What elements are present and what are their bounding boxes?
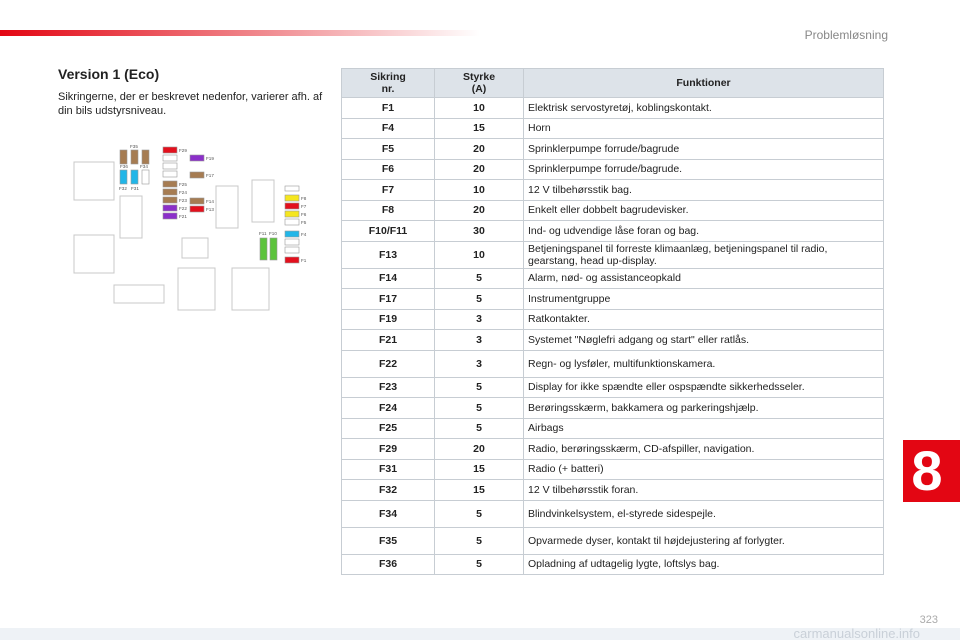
label-f36: F36: [120, 164, 128, 169]
table-row: [342, 268, 884, 289]
table-row: [342, 221, 884, 242]
fuse-f29: [163, 147, 177, 153]
cell-fuse-number: F29: [342, 439, 435, 460]
cell-rating: 15: [435, 118, 524, 139]
fuse-slot: [163, 171, 177, 177]
fuse-f7: [285, 203, 299, 209]
cell-fuse-number: F24: [342, 398, 435, 419]
cell-fuse-number: F34: [342, 500, 435, 527]
cell-function: Ind- og udvendige låse foran og bag.: [524, 221, 884, 242]
fuse-slot: [285, 219, 299, 225]
col-functions: Funktioner: [524, 69, 884, 98]
label-f22: F22: [179, 206, 187, 211]
cell-rating: 5: [435, 418, 524, 439]
fuse-box-diagram: [70, 140, 315, 320]
cell-function: Radio, berøringsskærm, CD-afspiller, navigation.: [524, 439, 884, 460]
label-f7: F7: [301, 204, 307, 209]
table-row: [342, 139, 884, 160]
cell-rating: 3: [435, 350, 524, 377]
chapter-tab: [903, 440, 960, 502]
cell-rating: 20: [435, 439, 524, 460]
table-row: [342, 289, 884, 310]
fuse-f14: [190, 198, 204, 204]
fuse-f34: [142, 150, 149, 164]
cell-fuse-number: F31: [342, 459, 435, 480]
label-f34: F34: [140, 164, 148, 169]
fuse-f32: [120, 170, 127, 184]
cell-rating: 5: [435, 289, 524, 310]
cell-function: 12 V tilbehørsstik bag.: [524, 180, 884, 201]
label-f29: F29: [179, 148, 187, 153]
table-row: [342, 309, 884, 330]
cell-fuse-number: F36: [342, 554, 435, 575]
relay-block: [178, 268, 215, 310]
label-f35: F35: [130, 144, 138, 149]
table-row: [342, 159, 884, 180]
table-row: [342, 200, 884, 221]
label-f4: F4: [301, 232, 307, 237]
label-f5: F5: [301, 220, 307, 225]
cell-rating: 10: [435, 241, 524, 268]
cell-rating: 30: [435, 221, 524, 242]
cell-fuse-number: F32: [342, 480, 435, 501]
cell-function: Horn: [524, 118, 884, 139]
table-row: [342, 459, 884, 480]
cell-function: Blindvinkelsystem, el-styrede sidespejle.: [524, 500, 884, 527]
relay-block: [232, 268, 269, 310]
cell-function: Opladning af udtagelig lygte, loftslys bag.: [524, 554, 884, 575]
cell-function: Radio (+ batteri): [524, 459, 884, 480]
label-f25: F25: [179, 182, 187, 187]
cell-function: Sprinklerpumpe forrude/bagrude.: [524, 159, 884, 180]
fuse-slot: [163, 155, 177, 161]
relay-block: [252, 180, 274, 222]
cell-fuse-number: F5: [342, 139, 435, 160]
table-row: [342, 418, 884, 439]
cell-fuse-number: F6: [342, 159, 435, 180]
cell-rating: 5: [435, 268, 524, 289]
label-f13: F13: [206, 207, 214, 212]
cell-rating: 10: [435, 98, 524, 119]
fuse-table-body: [342, 98, 884, 575]
cell-function: Systemet "Nøglefri adgang og start" eller ratlås.: [524, 330, 884, 351]
col-fuse-number: Sikring nr.: [342, 69, 435, 98]
cell-function: Opvarmede dyser, kontakt til højdejustering af forlygter.: [524, 527, 884, 554]
table-row: [342, 330, 884, 351]
label-f1: F1: [301, 258, 307, 263]
cell-rating: 3: [435, 330, 524, 351]
fuse-f6: [285, 211, 299, 217]
fuse-slot: [142, 170, 149, 184]
cell-rating: 20: [435, 139, 524, 160]
label-f21: F21: [179, 214, 187, 219]
table-row: [342, 98, 884, 119]
cell-function: Sprinklerpumpe forrude/bagrude: [524, 139, 884, 160]
relay-block: [74, 162, 114, 200]
table-row: [342, 398, 884, 419]
cell-function: Instrumentgruppe: [524, 289, 884, 310]
fuse-slot: [285, 186, 299, 191]
cell-function: Airbags: [524, 418, 884, 439]
page-number: 323: [919, 614, 938, 626]
chapter-number: 8: [911, 439, 943, 502]
cell-rating: 20: [435, 159, 524, 180]
label-f10: F10: [269, 231, 277, 236]
label-f24: F24: [179, 190, 187, 195]
cell-rating: 5: [435, 377, 524, 398]
fuse-f19: [190, 155, 204, 161]
fuse-f1: [285, 257, 299, 263]
relay-block: [216, 186, 238, 228]
cell-fuse-number: F13: [342, 241, 435, 268]
cell-fuse-number: F7: [342, 180, 435, 201]
fuse-f13: [190, 206, 204, 212]
label-f19: F19: [206, 156, 214, 161]
fuse-f24: [163, 189, 177, 195]
fuse-table: [341, 68, 884, 575]
fuse-f4: [285, 231, 299, 237]
cell-fuse-number: F21: [342, 330, 435, 351]
cell-rating: 10: [435, 180, 524, 201]
cell-fuse-number: F17: [342, 289, 435, 310]
cell-rating: 5: [435, 398, 524, 419]
cell-function: Elektrisk servostyretøj, koblingskontakt.: [524, 98, 884, 119]
label-f11: F11: [259, 231, 267, 236]
label-f17: F17: [206, 173, 214, 178]
chapter-color-bar: [0, 30, 480, 36]
fuse-f31: [131, 170, 138, 184]
cell-function: Display for ikke spændte eller ospspændte sikkerhedsseler.: [524, 377, 884, 398]
section-title: Problemløsning: [804, 28, 888, 42]
cell-rating: 3: [435, 309, 524, 330]
cell-rating: 5: [435, 554, 524, 575]
relay-block: [74, 235, 114, 273]
cell-fuse-number: F4: [342, 118, 435, 139]
cell-rating: 15: [435, 480, 524, 501]
label-f31: F31: [131, 186, 139, 191]
cell-fuse-number: F22: [342, 350, 435, 377]
cell-fuse-number: F35: [342, 527, 435, 554]
fuse-f36: [131, 150, 138, 164]
label-f23: F23: [179, 198, 187, 203]
table-row: [342, 439, 884, 460]
page-title: Version 1 (Eco): [58, 66, 160, 82]
cell-fuse-number: F23: [342, 377, 435, 398]
table-row: [342, 527, 884, 554]
cell-rating: 5: [435, 527, 524, 554]
cell-function: Alarm, nød- og assistanceopkald: [524, 268, 884, 289]
fuse-f23: [163, 197, 177, 203]
table-row: [342, 500, 884, 527]
label-f32: F32: [119, 186, 127, 191]
table-row: [342, 241, 884, 268]
label-f14: F14: [206, 199, 214, 204]
cell-function: Regn- og lysføler, multifunktionskamera.: [524, 350, 884, 377]
cell-fuse-number: F1: [342, 98, 435, 119]
col-rating: Styrke (A): [435, 69, 524, 98]
relay-block: [120, 196, 142, 238]
fuse-slot: [285, 247, 299, 253]
intro-text: Sikringerne, der er beskrevet nedenfor, varierer afh. af din bils udstyrsniveau.: [58, 91, 323, 117]
cell-function: Betjeningspanel til forreste klimaanlæg, betjeningspanel til radio, gearstang, head up-display.: [524, 241, 884, 268]
fuse-f10: [270, 238, 277, 260]
table-row: [342, 554, 884, 575]
cell-rating: 5: [435, 500, 524, 527]
fuse-slot: [285, 239, 299, 245]
cell-fuse-number: F14: [342, 268, 435, 289]
cell-fuse-number: F19: [342, 309, 435, 330]
fuse-f17: [190, 172, 204, 178]
cell-fuse-number: F8: [342, 200, 435, 221]
table-row: [342, 377, 884, 398]
cell-function: Enkelt eller dobbelt bagrudevisker.: [524, 200, 884, 221]
table-row: [342, 350, 884, 377]
cell-fuse-number: F10/F11: [342, 221, 435, 242]
cell-rating: 20: [435, 200, 524, 221]
label-f6: F6: [301, 212, 307, 217]
cell-function: Berøringsskærm, bakkamera og parkeringshjælp.: [524, 398, 884, 419]
table-row: [342, 118, 884, 139]
label-f8: F8: [301, 196, 307, 201]
fuse-f21: [163, 213, 177, 219]
fuse-f8: [285, 195, 299, 201]
table-row: [342, 480, 884, 501]
fuse-slot: [163, 163, 177, 169]
fuse-f25: [163, 181, 177, 187]
cell-function: Ratkontakter.: [524, 309, 884, 330]
fuse-f11: [260, 238, 267, 260]
table-row: [342, 180, 884, 201]
relay-block: [114, 285, 164, 303]
cell-rating: 15: [435, 459, 524, 480]
cell-function: 12 V tilbehørsstik foran.: [524, 480, 884, 501]
footer-watermark: carmanualsonline.info: [0, 628, 960, 640]
fuse-f22: [163, 205, 177, 211]
cell-fuse-number: F25: [342, 418, 435, 439]
fuse-f35: [120, 150, 127, 164]
relay-block: [182, 238, 208, 258]
